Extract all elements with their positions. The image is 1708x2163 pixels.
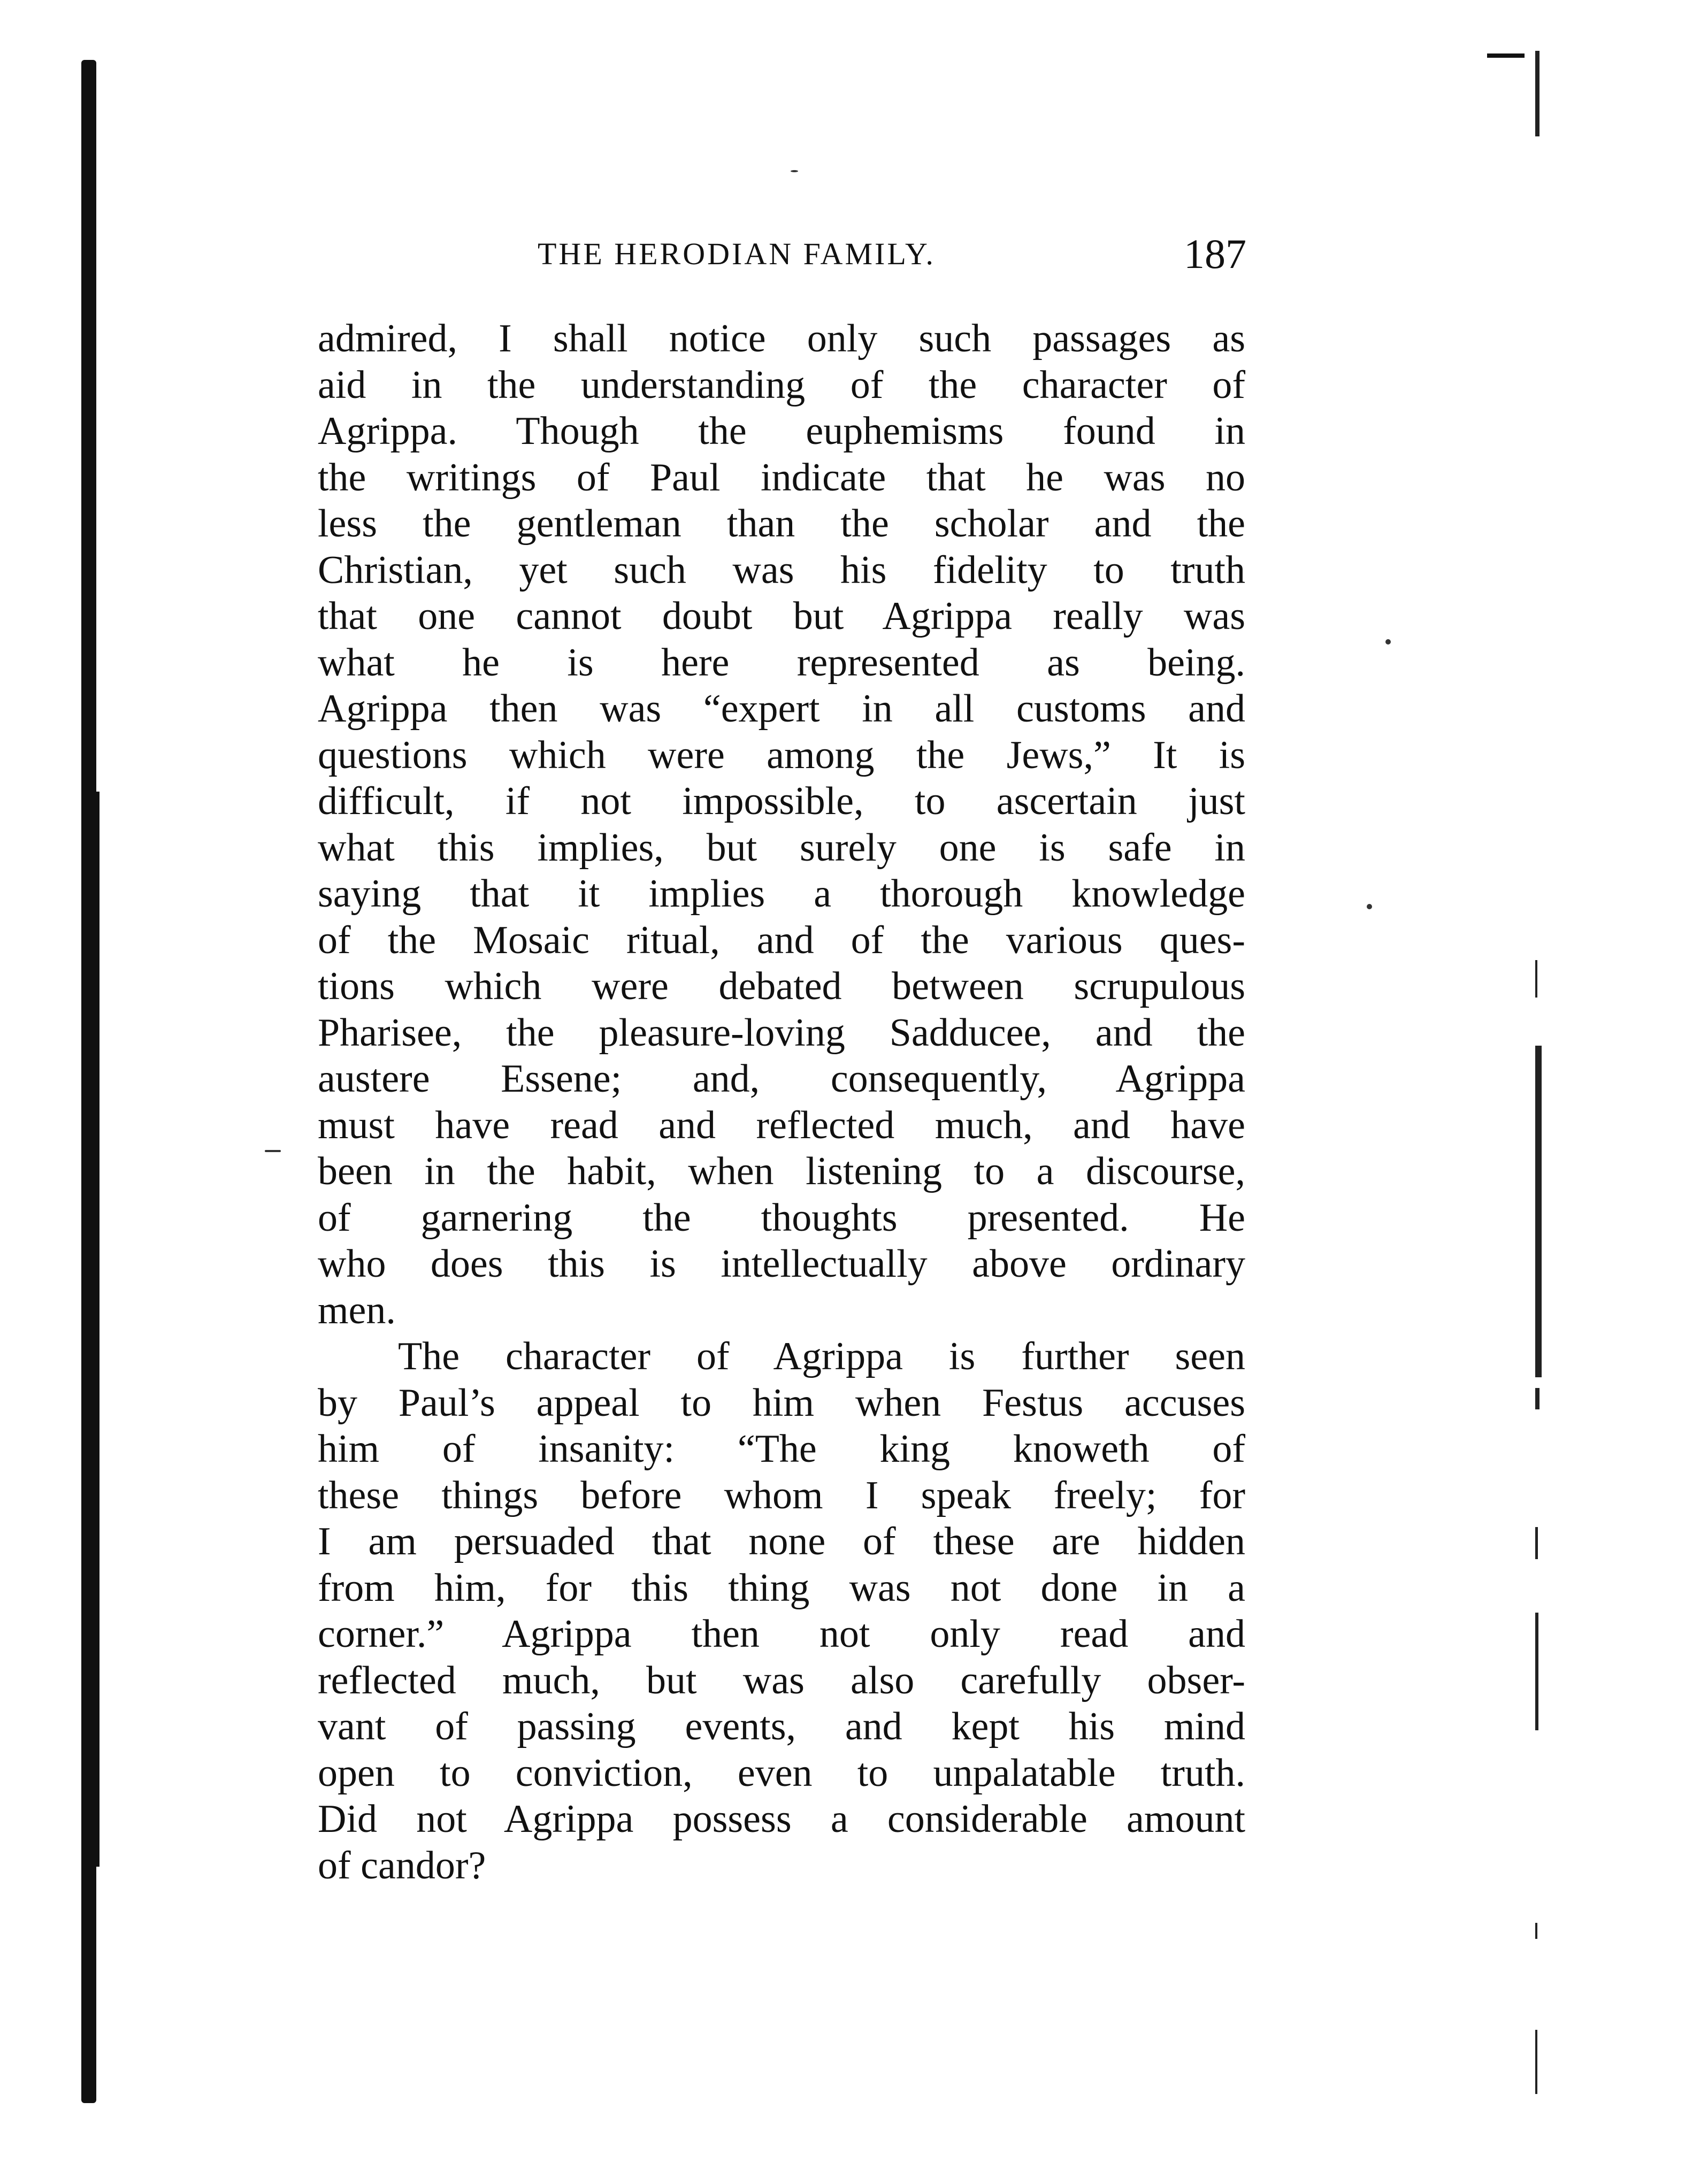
- text-line: tions which were debated between scrupulous: [318, 964, 1245, 1008]
- speck: [265, 1150, 281, 1152]
- binding-edge-shadow-lower: [90, 792, 99, 1867]
- text-line: what he is here represented as being.: [318, 640, 1245, 685]
- text-line: reflected much, but was also carefully obser-: [318, 1658, 1245, 1702]
- text-line: Pharisee, the pleasure-loving Sadducee, and the: [318, 1010, 1245, 1055]
- text-line-paragraph-end: of candor?: [318, 1843, 486, 1888]
- text-line: questions which were among the Jews,” It is: [318, 733, 1245, 777]
- text-line: been in the habit, when listening to a discourse,: [318, 1149, 1245, 1193]
- text-line: austere Essene; and, consequently, Agrippa: [318, 1057, 1245, 1101]
- text-line: these things before whom I speak freely; for: [318, 1473, 1245, 1517]
- right-margin-scan-artifacts: [1530, 51, 1551, 2126]
- text-line: of garnering the thoughts presented. He: [318, 1195, 1245, 1240]
- running-head: [321, 230, 1246, 278]
- scan-corner-mark: [1487, 53, 1525, 58]
- text-line: difficult, if not impossible, to ascertain just: [318, 779, 1245, 823]
- text-line: open to conviction, even to unpalatable truth.: [318, 1751, 1245, 1795]
- text-line: admired, I shall notice only such passages as: [318, 317, 1245, 360]
- text-line: him of insanity: “The king knoweth of: [318, 1427, 1245, 1471]
- text-line: the writings of Paul indicate that he was no: [318, 455, 1245, 500]
- text-line: vant of passing events, and kept his mind: [318, 1705, 1245, 1748]
- text-line: Christian, yet such was his fidelity to truth: [318, 548, 1245, 592]
- text-line: who does this is intellectually above ordinary: [318, 1242, 1245, 1286]
- running-title: THE HERODIAN FAMILY.: [538, 236, 936, 271]
- text-line: I am persuaded that none of these are hidden: [318, 1520, 1245, 1563]
- text-line: what this implies, but surely one is safe in: [318, 825, 1245, 870]
- page-number: 187: [1184, 231, 1246, 277]
- text-line: of the Mosaic ritual, and of the various ques-: [318, 918, 1245, 962]
- text-line-paragraph-end: men.: [318, 1288, 396, 1332]
- speck: [1367, 904, 1372, 909]
- text-line: by Paul’s appeal to him when Festus accuses: [318, 1380, 1245, 1425]
- text-line: must have read and reflected much, and have: [318, 1103, 1245, 1147]
- text-line-paragraph-start: The character of Agrippa is further seen: [398, 1334, 1245, 1378]
- text-line: corner.” Agrippa then not only read and: [318, 1612, 1245, 1656]
- body-text: [318, 316, 1245, 1889]
- text-line: Agrippa then was “expert in all customs and: [318, 687, 1245, 731]
- text-line: Agrippa. Though the euphemisms found in: [318, 409, 1245, 453]
- text-line: Did not Agrippa possess a considerable amount: [318, 1797, 1245, 1841]
- text-line: from him, for this thing was not done in a: [318, 1566, 1245, 1610]
- speck: [791, 170, 798, 172]
- text-line: less the gentleman than the scholar and the: [318, 502, 1245, 546]
- speck: [1385, 639, 1391, 645]
- text-line: saying that it implies a thorough knowledge: [318, 872, 1245, 916]
- text-line: that one cannot doubt but Agrippa really was: [318, 594, 1245, 638]
- text-line: aid in the understanding of the character of: [318, 363, 1245, 407]
